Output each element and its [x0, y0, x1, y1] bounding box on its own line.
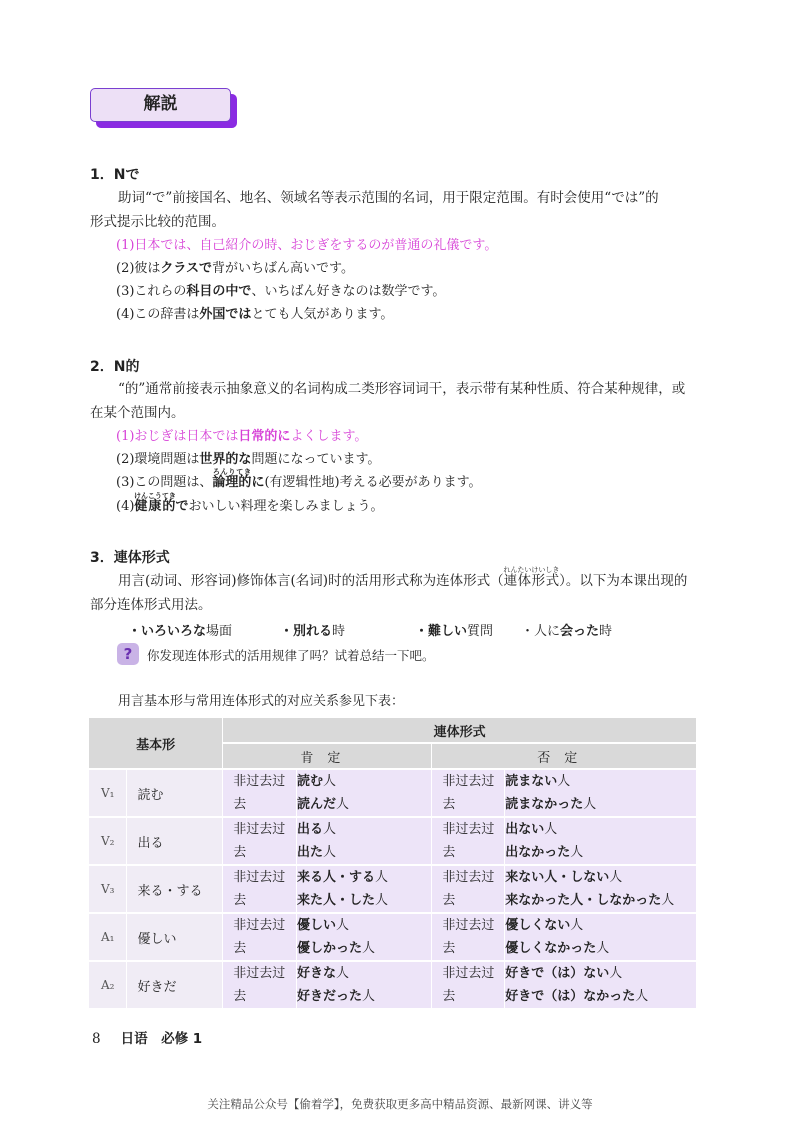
row-base-form: 好きだ	[127, 961, 223, 1009]
form: 読まない	[505, 774, 558, 789]
keyword: 外国では	[199, 307, 252, 322]
header-base-form: 基本形	[89, 718, 223, 769]
row-id: V₂	[89, 817, 127, 865]
noun: 人	[609, 966, 623, 981]
row-id: V₃	[89, 865, 127, 913]
row-tense	[223, 961, 297, 1009]
keyword: クラスで	[160, 261, 213, 276]
keyword: ・いろいろな	[128, 624, 207, 639]
table-row	[89, 865, 697, 913]
negative-past	[505, 937, 696, 960]
text: (2)環境問題は	[116, 452, 200, 467]
text: 問題になっています。	[251, 452, 381, 467]
tense-past: 过去	[233, 822, 286, 860]
section-2-line-2: 在某个范围内。	[90, 405, 185, 421]
ruby-base: 健康的	[133, 499, 176, 514]
form: 優しい	[297, 918, 337, 933]
form: 出る	[297, 822, 324, 837]
tense-past: 过去	[442, 822, 495, 860]
section-2-line-1: “的”通常前接表示抽象意义的名词构成二类形容词词干，表示带有某种性质、符合某种规律，或	[118, 381, 686, 397]
text: (3)これらの	[116, 284, 187, 299]
affirmative-forms	[297, 913, 432, 961]
tense-nonpast: 非过去	[233, 918, 273, 933]
s1-example-4	[116, 303, 393, 326]
s2-example-1	[116, 425, 367, 448]
ruby-word	[133, 492, 176, 514]
s1-example-2	[116, 257, 354, 280]
tense-nonpast: 非过去	[442, 918, 482, 933]
section-3-line-1	[90, 566, 720, 593]
section-1-paragraph	[90, 186, 710, 234]
section-3-paragraph	[90, 566, 720, 617]
noun: 人	[362, 941, 376, 956]
negative-nonpast	[505, 866, 696, 889]
negative-forms	[505, 769, 697, 817]
header-rentai-form: 連体形式	[223, 718, 697, 743]
rentai-examples	[0, 620, 800, 640]
affirmative-nonpast	[297, 818, 431, 841]
noun: 人	[336, 918, 350, 933]
page-footer	[92, 1027, 202, 1047]
keyword: ・難しい	[415, 624, 468, 639]
table-row	[89, 961, 697, 1009]
row-id: A₁	[89, 913, 127, 961]
text: 質問	[467, 624, 494, 639]
noun: 人	[596, 941, 610, 956]
row-base-form: 来る・する	[127, 865, 223, 913]
text: ）。以下为本课出现的	[559, 573, 688, 589]
negative-past	[505, 985, 696, 1008]
row-tense	[432, 769, 505, 817]
affirmative-nonpast	[297, 962, 431, 985]
section-2-title: 2．N的	[90, 359, 140, 375]
table-row	[89, 913, 697, 961]
rentai-example-4	[521, 620, 612, 639]
negative-forms	[505, 961, 697, 1009]
question-icon: ?	[117, 643, 139, 665]
ruby-base: 連体形式	[503, 573, 560, 589]
rentai-example-3	[415, 620, 493, 639]
text: とても人気があります。	[251, 307, 394, 322]
negative-nonpast	[505, 914, 696, 937]
form: 出ない	[505, 822, 545, 837]
keyword: 科目の中で	[186, 284, 252, 299]
noun: 人	[661, 893, 675, 908]
keyword: ・別れる	[280, 624, 333, 639]
form: 来ない人・しない	[505, 870, 610, 885]
row-id: V₁	[89, 769, 127, 817]
affirmative-forms	[297, 817, 432, 865]
tense-past: 过去	[442, 918, 495, 956]
affirmative-past	[297, 841, 431, 864]
section-1-title: 1．Nで	[90, 167, 140, 183]
keyword: 日常的に	[238, 429, 291, 444]
text: 時	[599, 624, 613, 639]
form: 好きな	[297, 966, 337, 981]
row-tense	[432, 961, 505, 1009]
negative-forms	[505, 817, 697, 865]
noun: 人	[557, 774, 571, 789]
row-tense	[223, 769, 297, 817]
form: 優しくない	[505, 918, 571, 933]
text: (3)この問題は、	[116, 475, 213, 490]
negative-forms	[505, 865, 697, 913]
section-3-line-2: 部分连体形式用法。	[90, 597, 212, 613]
form: 来る人・する	[297, 870, 376, 885]
section-2-paragraph	[90, 377, 710, 425]
form: 優しかった	[297, 941, 363, 956]
negative-nonpast	[505, 962, 696, 985]
text: 時	[332, 624, 346, 639]
form: 好きで（は）なかった	[505, 989, 636, 1004]
form: 読まなかった	[505, 797, 584, 812]
negative-past	[505, 889, 696, 912]
text: ・人に	[521, 624, 561, 639]
table-row	[89, 817, 697, 865]
keyword: に	[251, 475, 265, 490]
ruby-reading: ろんりてき	[212, 468, 252, 476]
row-base-form: 読む	[127, 769, 223, 817]
page-number: 8	[92, 1031, 101, 1047]
affirmative-forms	[297, 865, 432, 913]
text: よくします。	[290, 429, 368, 444]
form: 優しくなかった	[505, 941, 597, 956]
row-base-form: 優しい	[127, 913, 223, 961]
tense-nonpast: 非过去	[233, 870, 273, 885]
affirmative-forms	[297, 769, 432, 817]
row-tense	[223, 865, 297, 913]
ruby-reading: れんたいけいしき	[503, 566, 560, 574]
negative-nonpast	[505, 818, 696, 841]
header-affirmative: 肯定	[223, 743, 432, 769]
text: (1)おじぎは日本では	[116, 429, 239, 444]
tense-nonpast: 非过去	[233, 822, 273, 837]
section-badge: 解説	[90, 88, 231, 122]
noun: 人	[609, 870, 623, 885]
noun: 人	[375, 870, 389, 885]
negative-past	[505, 793, 696, 816]
form: 来なかった人・しなかった	[505, 893, 662, 908]
noun: 人	[544, 822, 558, 837]
row-tense	[223, 913, 297, 961]
s1-example-3	[116, 280, 445, 303]
noun: 人	[336, 797, 350, 812]
row-tense	[432, 865, 505, 913]
book-title: 日语 必修 1	[120, 1031, 203, 1047]
form: 出なかった	[505, 845, 571, 860]
affirmative-past	[297, 889, 431, 912]
section-1-line-1: 助词“で”前接国名、地名、领域名等表示范围的名词，用于限定范围。有时会使用“では”的	[118, 190, 659, 206]
row-id: A₂	[89, 961, 127, 1009]
tense-past: 过去	[233, 918, 286, 956]
text: おいしい料理を楽しみましょう。	[188, 499, 384, 514]
form: 好きだった	[297, 989, 363, 1004]
negative-nonpast	[505, 770, 696, 793]
section-3-title: 3．連体形式	[90, 550, 170, 566]
text: 背がいちばん高いです。	[212, 261, 355, 276]
ruby-base: 論理的	[212, 475, 252, 490]
rentai-example-2	[280, 620, 345, 639]
noun: 人	[336, 966, 350, 981]
watermark-text: 关注精品公众号【偷着学】，免费获取更多高中精品资源、最新网课、讲义等	[207, 1097, 593, 1111]
row-tense	[432, 817, 505, 865]
form: 出た	[297, 845, 324, 860]
tense-nonpast: 非过去	[442, 966, 482, 981]
keyword: 世界的な	[199, 452, 252, 467]
section-1-line-2: 形式提示比较的范围。	[90, 214, 225, 230]
s2-example-3	[116, 468, 482, 494]
table-row	[89, 769, 697, 817]
tense-past: 过去	[442, 966, 495, 1004]
ruby-word	[503, 566, 560, 589]
keyword: で	[175, 499, 189, 514]
affirmative-forms	[297, 961, 432, 1009]
text: (有逻辑性地)考える必要があります。	[264, 475, 482, 490]
keyword: 会った	[560, 624, 600, 639]
noun: 人	[375, 893, 389, 908]
tense-nonpast: 非过去	[442, 774, 482, 789]
form: 好きで（は）ない	[505, 966, 610, 981]
noun: 人	[323, 774, 337, 789]
rentai-example-1	[128, 620, 232, 639]
text: 場面	[206, 624, 233, 639]
affirmative-nonpast	[297, 770, 431, 793]
tense-past: 过去	[233, 966, 286, 1004]
noun: 人	[570, 845, 584, 860]
table-intro: 用言基本形与常用连体形式的对应关系参见下表：	[118, 694, 405, 709]
noun: 人	[635, 989, 649, 1004]
tense-nonpast: 非过去	[233, 774, 273, 789]
row-tense	[223, 817, 297, 865]
header-negative: 否定	[432, 743, 697, 769]
affirmative-past	[297, 793, 431, 816]
noun: 人	[323, 822, 337, 837]
negative-past	[505, 841, 696, 864]
noun: 人	[570, 918, 584, 933]
s2-example-4	[116, 492, 383, 518]
text: 、いちばん好きなのは数学です。	[251, 284, 446, 299]
ruby-reading: けんこうてき	[133, 492, 176, 500]
affirmative-past	[297, 937, 431, 960]
noun: 人	[362, 989, 376, 1004]
rentai-table	[89, 718, 697, 1010]
tense-nonpast: 非过去	[442, 870, 482, 885]
row-tense	[432, 913, 505, 961]
text: (4)この辞書は	[116, 307, 200, 322]
tense-nonpast: 非过去	[233, 966, 273, 981]
affirmative-nonpast	[297, 866, 431, 889]
text: (2)彼は	[116, 261, 161, 276]
negative-forms	[505, 913, 697, 961]
tense-past: 过去	[233, 774, 286, 812]
text: (4)	[116, 499, 135, 514]
affirmative-nonpast	[297, 914, 431, 937]
ruby-word	[212, 468, 252, 490]
noun: 人	[583, 797, 597, 812]
row-base-form: 出る	[127, 817, 223, 865]
text: 用言(动词、形容词)修饰体言(名词)时的活用形式称为连体形式（	[118, 573, 504, 589]
form: 読んだ	[297, 797, 337, 812]
question-text: 你发现连体形式的活用规律了吗？试着总结一下吧。	[147, 648, 435, 663]
affirmative-past	[297, 985, 431, 1008]
tense-nonpast: 非过去	[442, 822, 482, 837]
tense-past: 过去	[442, 870, 495, 908]
tense-past: 过去	[233, 870, 286, 908]
form: 読む	[297, 774, 324, 789]
form: 来た人・した	[297, 893, 376, 908]
s1-example-1: (1)日本では、自己紹介の時、おじぎをするのが普通の礼儀です。	[116, 238, 498, 253]
tense-past: 过去	[442, 774, 495, 812]
noun: 人	[323, 845, 337, 860]
